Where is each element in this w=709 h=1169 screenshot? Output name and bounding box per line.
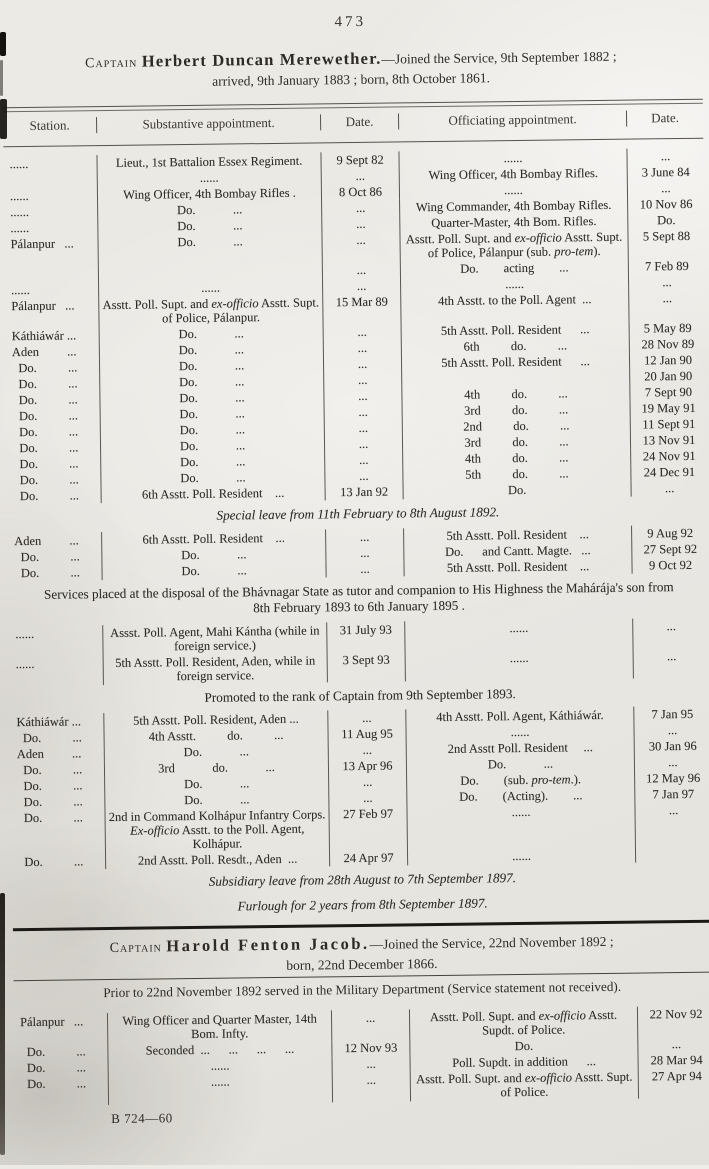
cell-officiating: Do. and Cantt. Magte. ... (403, 541, 631, 560)
cell-substantive: ...... (97, 169, 321, 188)
cell-date2: ... (634, 754, 709, 771)
cell-substantive: Asstt. Poll. Supt. and ex-officio Asstt. Supt. of Police, Pálanpur. (98, 295, 322, 328)
cell-date: ... (324, 404, 402, 421)
cell-station: Do. ... (13, 472, 79, 488)
cell-substantive: ...... (108, 1056, 332, 1075)
cell-date: 8 Oct 86 (321, 184, 399, 201)
cell-date2: 24 Dec 91 (630, 464, 707, 481)
cell-officiating: Quarter-Master, 4th Bom. Rifles. (399, 213, 627, 232)
cell-date2: 9 Aug 92 (631, 525, 708, 542)
cell-station: Do. ... (12, 408, 79, 424)
cell-officiating: Do. (409, 1036, 637, 1055)
cell-officiating: ...... (405, 648, 633, 681)
cell-substantive: Do. ... (104, 743, 328, 762)
table-section (9, 616, 709, 689)
cell-officiating: Do. acting ... (400, 259, 628, 278)
cell-officiating: 3rd do. ... (402, 433, 630, 452)
cell-substantive: Wing Officer, 4th Bombay Rifles . (97, 185, 321, 204)
cell-officiating: Wing Officer, 4th Bombay Rifles. (399, 165, 627, 184)
cell-station (5, 265, 98, 282)
cell-date2: ... (628, 274, 705, 291)
cell-officiating: 5th Asstt. Poll. Resident ... (403, 525, 631, 544)
cell-date2: 11 Sept 91 (630, 416, 707, 433)
cell-substantive: Do. ... (101, 545, 325, 564)
cell-station: Do. ... (18, 854, 84, 870)
cell-station: Do. ... (20, 1044, 86, 1059)
cell-substantive: Do. ... (97, 217, 321, 236)
cell-date2: 10 Nov 86 (627, 196, 704, 213)
cell-date: ... (321, 200, 399, 217)
print-reference-footer: B 724—60 (111, 1109, 173, 1126)
cell-station: Do. ... (12, 392, 78, 408)
cell-date: ... (327, 710, 405, 727)
cell-substantive: Wing Officer and Quarter Master, 14th Bom. Infty. (107, 1010, 331, 1043)
table-section (10, 704, 709, 873)
cell-date2: ... (634, 802, 709, 847)
cell-substantive: Do. ... (97, 201, 321, 220)
cell-date: ... (321, 232, 399, 263)
cell-date2: 12 Jan 90 (629, 352, 706, 369)
cell-date2: 5 Sept 88 (627, 228, 704, 259)
cell-station: Do. ... (13, 456, 79, 472)
cell-station: ...... (9, 157, 29, 172)
cell-date: ... (324, 452, 402, 469)
heading-line2: born, 22nd December 1866. (286, 956, 438, 974)
cell-substantive: 2nd Asstt. Poll. Resdt., Aden ... (105, 851, 329, 870)
table-note: Furlough for 2 years from 8th September 1897. (237, 895, 488, 914)
cell-date2: ... (632, 618, 709, 649)
cell-date2: 7 Jan 95 (633, 706, 709, 723)
cell-date: ... (323, 324, 401, 341)
cell-station: Do. ... (17, 794, 83, 810)
scan-edge-artifact (0, 99, 7, 139)
cell-officiating: 4th do. ... (401, 385, 629, 404)
cell-station: ...... (10, 221, 30, 236)
cell-date: ... (324, 436, 402, 453)
cell-date: 15 Mar 89 (322, 294, 400, 325)
cell-officiating: ...... (398, 149, 626, 168)
cell-date: 9 Sept 82 (320, 152, 398, 169)
cell-substantive: Do. ... (101, 561, 325, 580)
captain-rank-label: Captain (85, 55, 142, 72)
cell-date: 11 Aug 95 (327, 726, 405, 743)
cell-substantive: Lieut., 1st Battalion Essex Regiment. (96, 153, 320, 172)
scan-edge-artifact (0, 893, 5, 1155)
table-header-row (3, 99, 703, 148)
cell-officiating: 2nd do. ... (402, 417, 630, 436)
cell-officiating: 6th do. ... (401, 337, 629, 356)
cell-date2: 9 Oct 92 (631, 557, 708, 574)
cell-substantive: 6th Asstt. Poll. Resident ... (101, 485, 325, 504)
cell-substantive: Do. ... (100, 437, 324, 456)
officer-heading-merewether (2, 44, 699, 93)
officer-name: Harold Fenton Jacob. (166, 934, 370, 956)
cell-officiating: Do. (sub. pro-tem.). (406, 771, 634, 790)
cell-date2: 7 Feb 89 (628, 258, 705, 275)
cell-date: ... (325, 544, 403, 561)
cell-officiating: ...... (404, 618, 632, 651)
cell-date: ... (322, 262, 400, 279)
cell-officiating: Asstt. Poll. Supt. and ex-officio Asstt. Supt. of Police. (410, 1068, 638, 1101)
cell-officiating: ...... (405, 723, 633, 742)
cell-date: ... (321, 168, 399, 185)
service-table-jacob (14, 996, 709, 1108)
cell-substantive: Do. ... (97, 233, 321, 266)
cell-date: ... (323, 340, 401, 357)
cell-date2: 19 May 91 (630, 400, 707, 417)
cell-station: ...... (11, 283, 30, 298)
cell-officiating: Poll. Supdt. in addition ... (409, 1052, 637, 1071)
cell-officiating: Do. (403, 481, 631, 500)
cell-date: 13 Jan 92 (325, 484, 403, 501)
header-officiating: Officiating appointment. (398, 111, 626, 130)
cell-date2 (635, 846, 709, 863)
cell-officiating: Do. ... (406, 755, 634, 774)
cell-officiating: ...... (399, 181, 627, 200)
cell-date: ... (328, 774, 406, 791)
cell-station: Do. ... (12, 440, 79, 456)
cell-station: Do. ... (20, 1076, 87, 1091)
cell-substantive: Do. ... (99, 373, 323, 392)
cell-station: Káthiáwár ... (11, 328, 77, 344)
cell-substantive: Do. ... (100, 469, 324, 488)
cell-station: ...... (15, 626, 35, 641)
cell-station: Pálanpur ... (19, 1014, 84, 1029)
cell-date2: 7 Sept 90 (629, 384, 706, 401)
cell-date2: ... (627, 180, 704, 197)
cell-substantive: 5th Asstt. Poll. Resident, Aden, while in foreign service. (103, 652, 327, 685)
cell-date2: Do. (627, 212, 704, 229)
cell-date2: 27 Sept 92 (631, 541, 708, 558)
cell-station: Do. ... (11, 360, 78, 376)
cell-substantive: Do. ... (99, 341, 323, 360)
cell-station: Aden ... (16, 746, 82, 762)
cell-date2: 24 Nov 91 (630, 448, 707, 465)
cell-date: ... (331, 1055, 409, 1072)
table-note: Services placed at the disposal of the Bhávnagar State as tutor and companion to His Highness the Mahárája's son from 8th February 1893 to 6th January 1895 . (43, 578, 674, 616)
cell-date: 24 Apr 97 (329, 850, 407, 867)
cell-date: 31 July 93 (326, 621, 404, 652)
cell-station: Do. ... (17, 810, 83, 826)
cell-date: 3 Sept 93 (327, 651, 405, 682)
cell-date2: 28 Mar 94 (637, 1051, 709, 1068)
cell-substantive: 6th Asstt. Poll. Resident ... (101, 529, 325, 548)
cell-substantive: Seconded ... ... ... ... (107, 1040, 331, 1059)
cell-station: Aden ... (14, 533, 79, 549)
cell-date2: ... (630, 480, 707, 497)
cell-station: Do. ... (20, 1060, 86, 1075)
cell-station: Pálanpur ... (10, 236, 74, 252)
cell-officiating: ...... (400, 275, 628, 294)
joined-service-text: —Joined the Service, 22nd November 1892 ; (369, 934, 614, 953)
cell-date: ... (323, 372, 401, 389)
cell-date2: 30 Jan 96 (634, 738, 709, 755)
cell-date: ... (325, 528, 403, 545)
cell-substantive: Assst. Poll. Agent, Mahi Kántha (while in foreign service.) (102, 622, 326, 655)
cell-date: ... (328, 742, 406, 759)
cell-substantive: Do. ... (99, 325, 323, 344)
table-section (14, 996, 709, 1108)
cell-officiating: 5th Asstt. Poll. Resident ... (401, 353, 629, 372)
cell-officiating: 5th Asstt. Poll. Resident ... (403, 557, 631, 576)
cell-officiating: ...... (407, 847, 635, 866)
cell-date: 27 Feb 97 (328, 806, 407, 851)
cell-officiating: 4th Asstt. Poll. Agent, Káthiáwár. (405, 707, 633, 726)
officer-heading-jacob (13, 929, 709, 978)
cell-station: ...... (9, 189, 29, 204)
cell-station: Do. ... (14, 549, 80, 565)
cell-station: Do. ... (12, 376, 78, 392)
table-note: Promoted to the rank of Captain from 9th September 1893. (204, 685, 516, 705)
cell-officiating: 5th do. ... (402, 465, 630, 484)
cell-officiating: 4th do. ... (402, 449, 630, 468)
table-section (3, 139, 707, 507)
cell-date2: 22 Nov 92 (637, 1005, 709, 1036)
cell-date: ... (323, 388, 401, 405)
cell-substantive: Do. ... (104, 791, 328, 810)
cell-date: ... (328, 790, 406, 807)
cell-officiating: Do. (Acting). ... (406, 787, 634, 806)
cell-substantive: Do. ... (100, 405, 324, 424)
cell-date2: ... (628, 290, 705, 321)
cell-date2: 3 June 84 (627, 164, 704, 181)
cell-substantive: ...... (98, 279, 322, 298)
prior-service-note: Prior to 22nd November 1892 served in the Military Department (Service statement not received). (103, 978, 622, 1000)
scan-edge-artifact (0, 32, 6, 56)
cell-date2: ... (626, 148, 703, 165)
cell-date: ... (323, 356, 401, 373)
cell-station: Do. ... (12, 424, 79, 440)
header-date1: Date. (320, 114, 398, 131)
cell-station: Do. ... (14, 565, 80, 580)
page-number: 473 (334, 13, 367, 31)
cell-substantive: 3rd do. ... (104, 759, 328, 778)
header-station: Station. (29, 117, 70, 134)
table-body-jacob (14, 996, 709, 1108)
joined-service-text: —Joined the Service, 9th September 1882 ; (381, 48, 617, 67)
cell-station: Káthiáwár ... (16, 714, 82, 730)
cell-officiating: Asstt. Poll. Supt. and ex-officio Asstt. Supdt. of Police. (409, 1006, 637, 1039)
cell-date: ... (324, 420, 402, 437)
cell-station: ...... (10, 205, 30, 220)
table-section (8, 523, 709, 584)
cell-date: 12 Nov 93 (331, 1039, 409, 1056)
table-note: Subsidiary leave from 28th August to 7th September 1897. (208, 870, 517, 890)
cell-officiating: 2nd Asstt Poll. Resident ... (406, 739, 634, 758)
cell-date2: 20 Jan 90 (629, 368, 706, 385)
cell-station: Aden ... (11, 344, 77, 360)
cell-date2: 13 Nov 91 (630, 432, 707, 449)
cell-date: 13 Apr 96 (328, 758, 406, 775)
heading-line2: arrived, 9th January 1883 ; born, 8th October 1861. (212, 70, 491, 89)
cell-substantive: Do. ... (100, 453, 324, 472)
cell-substantive: 5th Asstt. Poll. Resident, Aden ... (103, 711, 327, 730)
cell-station: ...... (15, 656, 35, 671)
cell-station: Pálanpur ... (11, 298, 75, 314)
cell-station: Do. ... (16, 730, 82, 746)
table-note: Special leave from 11th February to 8th August 1892. (216, 504, 500, 524)
cell-substantive: 4th Asstt. do. ... (103, 727, 327, 746)
cell-date2: ... (633, 722, 709, 739)
service-table-merewether (3, 99, 709, 921)
cell-date2: 12 May 96 (634, 770, 709, 787)
header-substantive: Substantive appointment. (96, 115, 320, 134)
officer-name: Herbert Duncan Merewether. (141, 48, 382, 71)
cell-station: Do. ... (16, 762, 83, 778)
cell-substantive: Do. ... (100, 421, 324, 440)
cell-officiating: Asstt. Poll. Supt. and ex-officio Asstt. Supt. of Police, Pálanpur (sub. pro-tem). (399, 229, 627, 262)
cell-substantive: Do. ... (104, 775, 328, 794)
cell-substantive: ...... (108, 1072, 332, 1105)
header-date2: Date. (626, 110, 703, 127)
scan-edge-artifact (0, 60, 3, 96)
cell-date2: 27 Apr 94 (638, 1067, 709, 1098)
cell-date2: 7 Jan 97 (634, 786, 709, 803)
cell-officiating: ...... (406, 803, 635, 850)
cell-date2: 5 May 89 (629, 320, 706, 337)
cell-date2: 28 Nov 89 (629, 336, 706, 353)
cell-substantive: Do. ... (99, 389, 323, 408)
cell-date: ... (321, 216, 399, 233)
table-body-merewether (3, 139, 709, 921)
cell-date: ... (324, 468, 402, 485)
cell-date: ... (322, 278, 400, 295)
cell-officiating: Wing Commander, 4th Bombay Rifles. (399, 197, 627, 216)
cell-date: ... (332, 1071, 410, 1102)
cell-date2: ... (637, 1035, 709, 1052)
cell-station: Do. ... (17, 778, 83, 794)
cell-date2: ... (633, 648, 709, 679)
captain-rank-label: Captain (109, 940, 167, 957)
cell-date: ... (325, 560, 403, 577)
cell-station: Do. ... (13, 488, 79, 504)
cell-station (4, 171, 97, 188)
cell-substantive: 2nd in Command Kolhápur Infantry Corps. Ex-officio Asstt. to the Poll. Agent, Kolhápur. (104, 807, 329, 854)
cell-officiating: 5th Asstt. Poll. Resident ... (401, 321, 629, 340)
cell-substantive: Do. ... (99, 357, 323, 376)
cell-officiating: 3rd do. ... (402, 401, 630, 420)
cell-date: ... (331, 1009, 409, 1040)
cell-officiating: 4th Asstt. to the Poll. Agent ... (400, 291, 628, 324)
